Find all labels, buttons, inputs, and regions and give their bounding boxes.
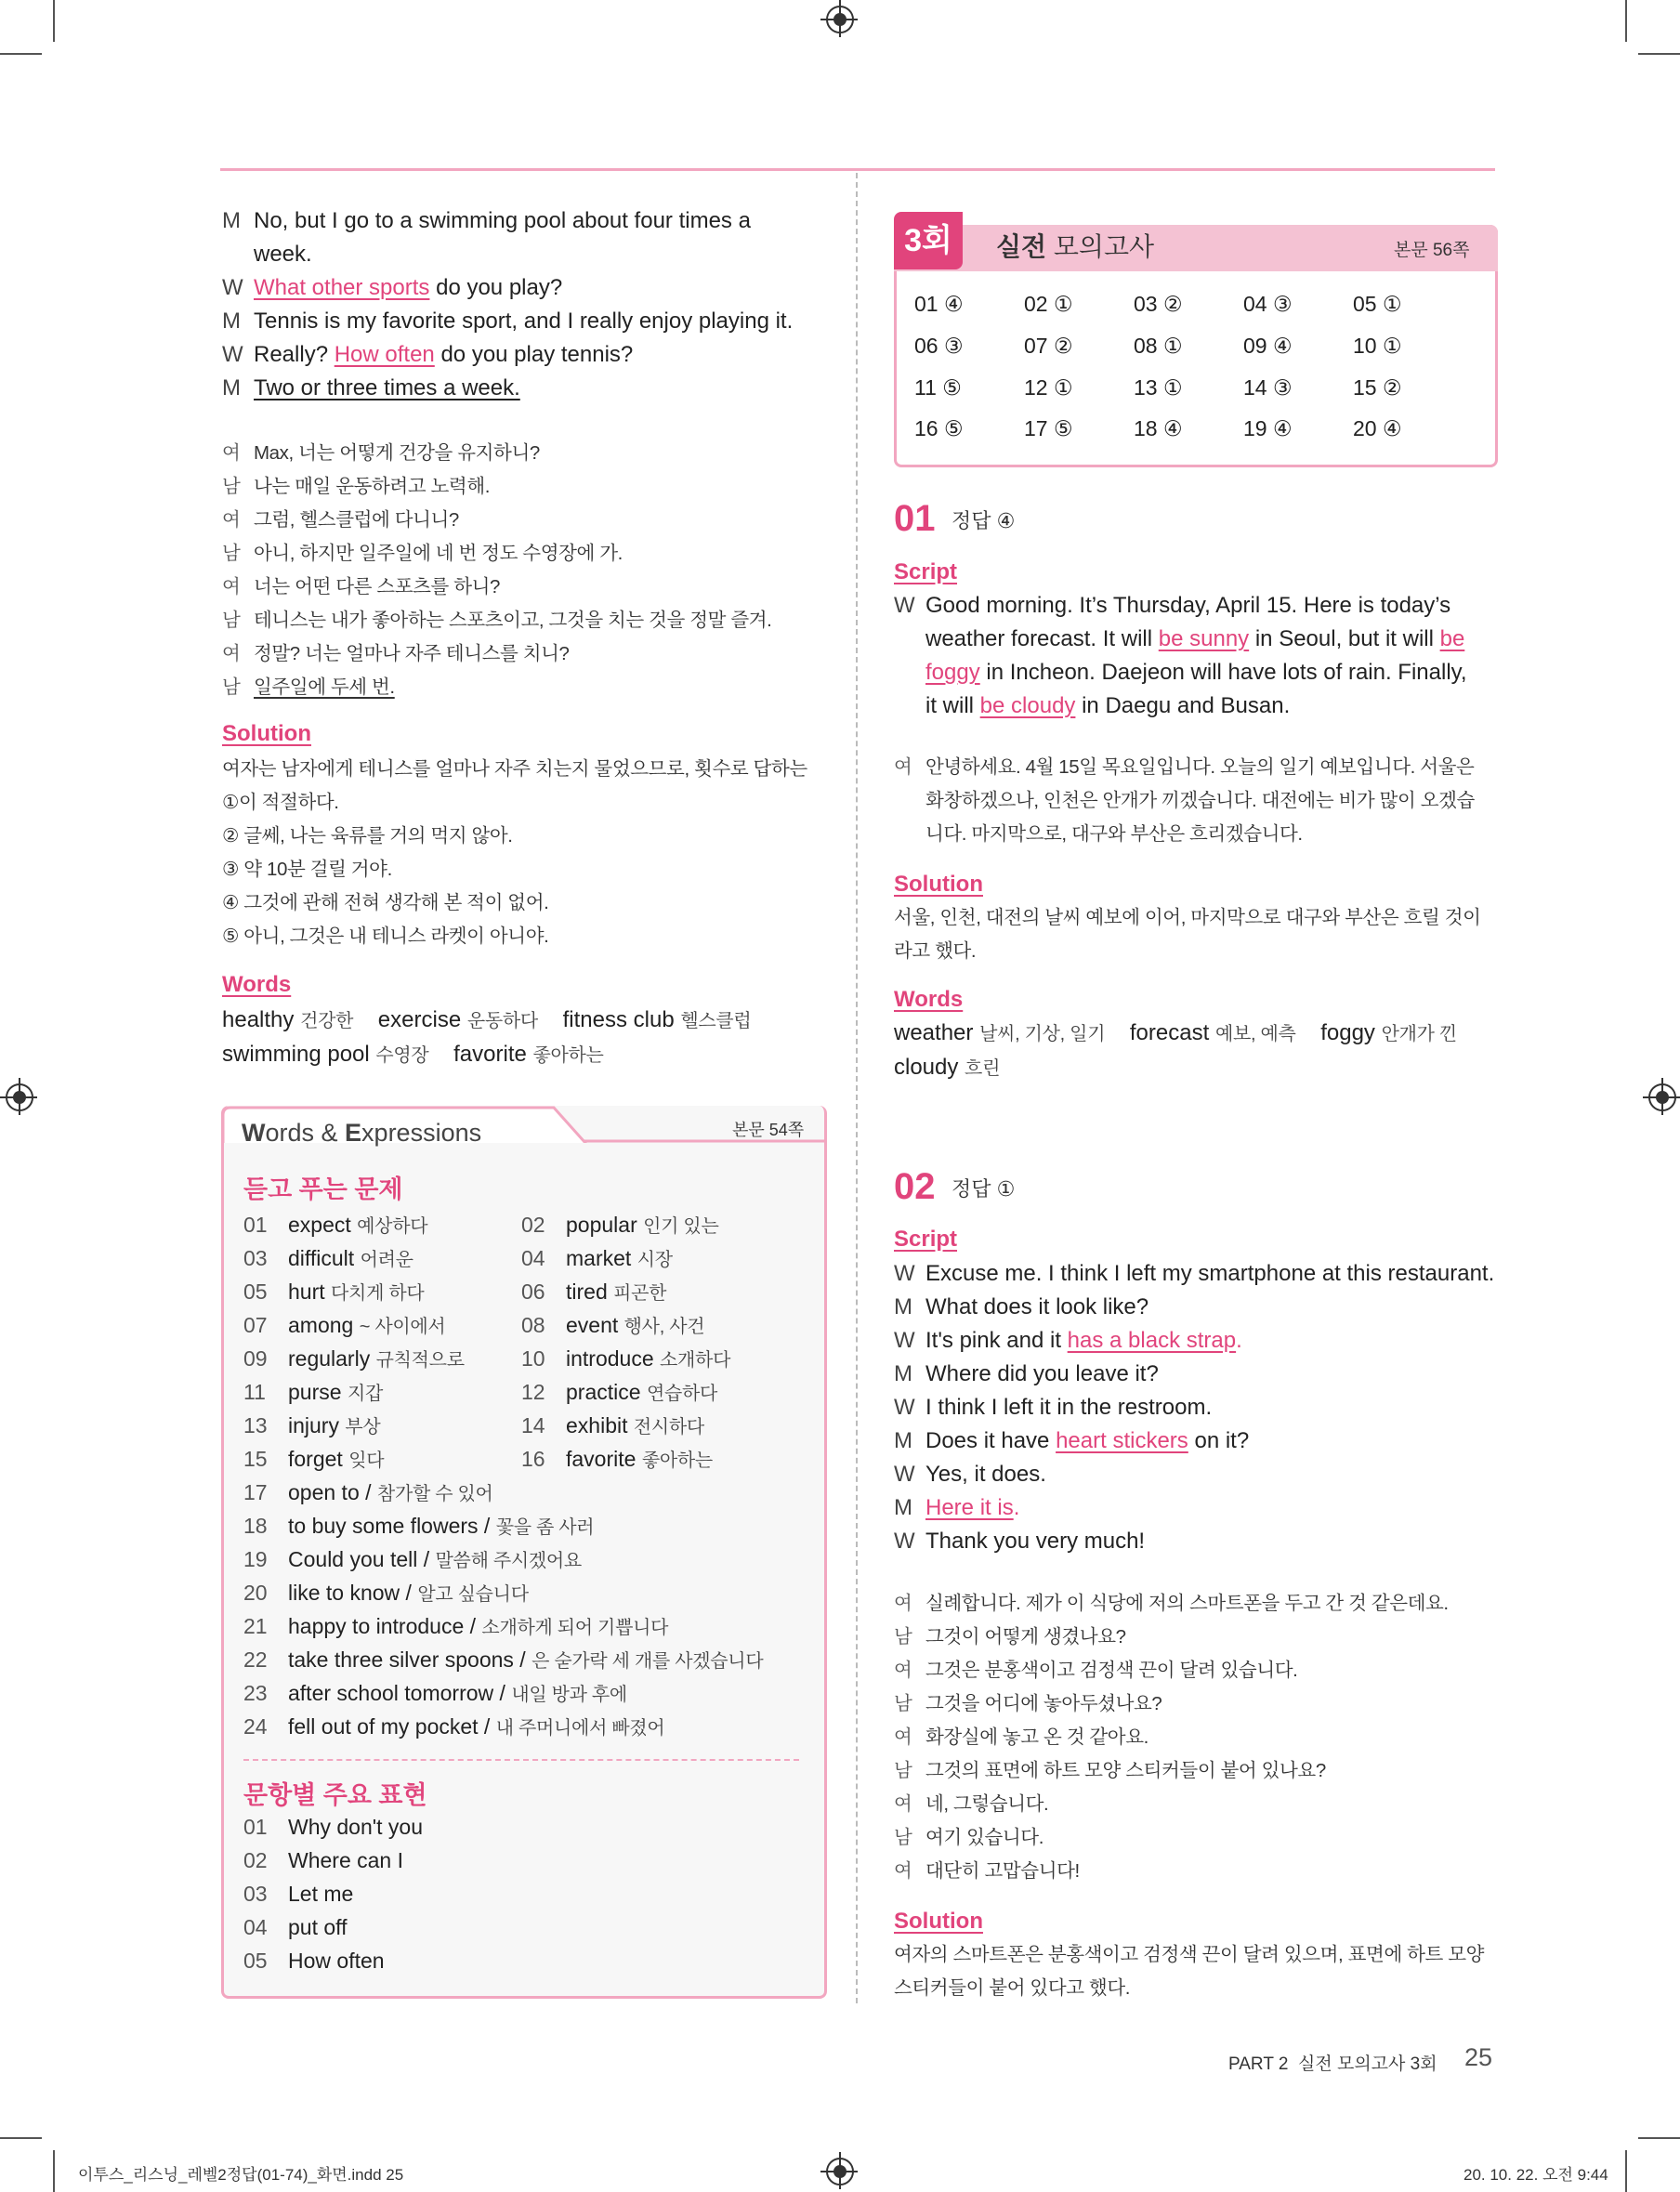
question-answer: 정답 ④: [952, 509, 1016, 532]
answer-cell: 08 ①: [1134, 334, 1183, 358]
we-expression: 05 How often: [243, 1949, 385, 1973]
ko-line: 남 아니, 하지만 일주일에 네 번 정도 수영장에 가.: [222, 543, 623, 564]
we-item: 04 market 시장: [521, 1246, 673, 1270]
words-line: weather 날씨, 기상, 일기 forecast 예보, 예측 foggy 안개가 낀: [894, 1020, 1457, 1045]
ko-line: 남 그것이 어떻게 생겼나요?: [894, 1626, 1126, 1647]
crop-mark: [0, 53, 42, 55]
answer-cell: 07 ②: [1024, 334, 1073, 358]
we-item: 20 like to know / 알고 싶습니다: [243, 1581, 529, 1605]
highlight: How often: [334, 342, 435, 367]
we-item: 08 event 행사, 사건: [521, 1313, 705, 1337]
we-item: 22 take three silver spoons / 은 숟가락 세 개를 사겠습니다: [243, 1647, 764, 1672]
ko-line: 남 나는 매일 운동하려고 노력해.: [222, 476, 491, 497]
crop-mark: [1638, 53, 1680, 55]
answer-cell: 14 ③: [1243, 375, 1293, 400]
script-label: Script: [894, 1227, 958, 1252]
we-item: 21 happy to introduce / 소개하게 되어 기쁩니다: [243, 1614, 669, 1638]
ko-line: 여 Max, 너는 어떻게 건강을 유지하니?: [222, 442, 540, 464]
ko-line: 여 실례합니다. 제가 이 식당에 저의 스마트폰을 두고 간 것 같은데요.: [894, 1593, 1449, 1614]
q01-ko: [894, 751, 1498, 851]
round-badge: 3회: [894, 212, 963, 269]
answer-cell: 02 ①: [1024, 292, 1073, 316]
left-dialogue-ko: [222, 437, 826, 704]
dialogue-line: W It's pink and it has a black strap.: [894, 1328, 1242, 1353]
we-item: 11 purse 지갑: [243, 1380, 383, 1404]
we-item: 23 after school tomorrow / 내일 방과 후에: [243, 1681, 627, 1705]
script-line: foggy in Incheon. Daejeon will have lots of rain. Finally,: [925, 660, 1467, 685]
script-line: weather forecast. It will be sunny in Seoul, but it will be: [925, 626, 1465, 651]
words-label: Words: [222, 972, 292, 997]
answer-cell: 06 ③: [914, 334, 964, 358]
left-words: [222, 1004, 751, 1072]
we-item: 17 open to / 참가할 수 있어: [243, 1480, 493, 1504]
dialogue-line: W Yes, it does.: [894, 1462, 1046, 1487]
answer-cell: 17 ⑤: [1024, 416, 1073, 440]
answer-cell: 15 ②: [1353, 375, 1402, 400]
ko-line: 니다. 마지막으로, 대구와 부산은 흐리겠습니다.: [925, 823, 1303, 845]
answer-cell: 05 ①: [1353, 292, 1402, 316]
we-item: 13 injury 부상: [243, 1413, 381, 1437]
crop-mark: [1625, 2150, 1627, 2192]
dialogue-line: M Here it is.: [894, 1495, 1020, 1520]
we-expression: 03 Let me: [243, 1882, 354, 1906]
we-item: 19 Could you tell / 말씀해 주시겠어요: [243, 1547, 582, 1571]
words-line: healthy 건강한 exercise 운동하다 fitness club 헬스클럽: [222, 1007, 752, 1032]
script-line: it will be cloudy in Daegu and Busan.: [925, 693, 1291, 718]
dialogue-line: M Tennis is my favorite sport, and I really enjoy playing it.: [222, 308, 794, 334]
we-item: 05 hurt 다치게 하다: [243, 1280, 425, 1304]
ko-line: 여 안녕하세요. 4월 15일 목요일입니다. 오늘의 일기 예보입니다. 서울은: [894, 756, 1475, 778]
crop-mark: [53, 2150, 55, 2192]
we-item: 01 expect 예상하다: [243, 1213, 428, 1237]
solution-line: 스티커들이 붙어 있다고 했다.: [894, 1977, 1131, 1999]
q01-words: [894, 1017, 1457, 1085]
we-item: 06 tired 피곤한: [521, 1280, 667, 1304]
answer-cell: 01 ④: [914, 292, 964, 316]
script-text: Good morning. It’s Thursday, April 15. Here is today’s: [925, 593, 1451, 618]
answer-cell: 20 ④: [1353, 416, 1402, 440]
answer-cell: 12 ①: [1024, 375, 1073, 400]
dialogue-line: M Where did you leave it?: [894, 1361, 1159, 1386]
dialogue-line: M Two or three times a week.: [222, 375, 520, 400]
answer-cell: 09 ④: [1243, 334, 1293, 358]
script-line: W Good morning. It’s Thursday, April 15. Here is today’s: [894, 593, 1451, 618]
dialogue-line: W Excuse me. I think I left my smartphone at this restaurant.: [894, 1261, 1495, 1286]
ko-line: 남 여기 있습니다.: [894, 1827, 1044, 1848]
q02-ko: [894, 1587, 1498, 1888]
ko-line: 여 그럼, 헬스클럽에 다니니?: [222, 509, 459, 531]
answer-cell: 03 ②: [1134, 292, 1183, 316]
question-number: 02: [894, 1166, 936, 1207]
we-item: 14 exhibit 전시하다: [521, 1413, 704, 1437]
ko-line: 여 그것은 분홍색이고 검정색 끈이 달려 있습니다.: [894, 1660, 1298, 1681]
crop-mark: [53, 0, 55, 42]
words-label: Words: [894, 987, 964, 1012]
script-label: Script: [894, 559, 958, 584]
answer-key-page-ref: 본문 56쪽: [1394, 241, 1470, 260]
ko-line: 화창하겠으나, 인천은 안개가 끼겠습니다. 대전에는 비가 많이 오겠습: [925, 790, 1475, 811]
ko-line: 여 네, 그렇습니다.: [894, 1793, 1049, 1815]
q01-script: [894, 589, 1498, 723]
left-dialogue-en: [222, 204, 826, 405]
ko-line: 남 일주일에 두세 번.: [222, 676, 395, 698]
page-footer: PART 2 실전 모의고사 3회: [1228, 2054, 1437, 2074]
we-item: 15 forget 잊다: [243, 1447, 385, 1471]
registration-mark-icon: [1648, 1083, 1676, 1111]
crop-mark: [0, 2137, 42, 2139]
registration-mark-icon: [826, 2158, 854, 2185]
dialogue-line: W Really? How often do you play tennis?: [222, 342, 634, 367]
dialogue-line: M Does it have heart stickers on it?: [894, 1428, 1250, 1453]
we-expression: 04 put off: [243, 1915, 348, 1939]
ko-line: 남 그것을 어디에 놓아두셨나요?: [894, 1693, 1162, 1714]
registration-mark-icon: [6, 1083, 33, 1111]
solution-line: ② 글쎄, 나는 육류를 거의 먹지 않아.: [222, 825, 513, 847]
highlight: has a black strap: [1067, 1328, 1237, 1353]
dialogue-line: W I think I left it in the restroom.: [894, 1395, 1213, 1420]
solution-line: 여자의 스마트폰은 분홍색이고 검정색 끈이 달려 있으며, 표면에 하트 모양: [894, 1944, 1485, 1965]
left-solution: [222, 753, 835, 953]
solution-line: ①이 적절하다.: [222, 792, 339, 813]
ko-line: 남 테니스는 내가 좋아하는 스포츠이고, 그것을 치는 것을 정말 즐겨.: [222, 610, 772, 631]
dialogue-line: M What does it look like?: [894, 1294, 1149, 1319]
we-section1-title: 듣고 푸는 문제: [243, 1175, 403, 1203]
q02-solution: [894, 1938, 1498, 2005]
solution-label: Solution: [222, 721, 311, 746]
we-item: 03 difficult 어려운: [243, 1246, 413, 1270]
answer-cell: 16 ⑤: [914, 416, 964, 440]
solution-line: ③ 약 10분 걸릴 거야.: [222, 859, 392, 880]
ko-line: 남 그것의 표면에 하트 모양 스티커들이 붙어 있나요?: [894, 1760, 1326, 1781]
solution-label: Solution: [894, 1909, 983, 1934]
answer-key-title: 실전 모의고사: [996, 232, 1155, 261]
dialogue-line: week.: [254, 242, 312, 267]
ko-line: 여 화장실에 놓고 온 것 같아요.: [894, 1726, 1148, 1748]
dialogue-line: W Thank you very much!: [894, 1529, 1146, 1554]
dialogue-line: M No, but I go to a swimming pool about four times a: [222, 208, 751, 233]
words-line: cloudy 흐린: [894, 1055, 1001, 1080]
we-expression: 02 Where can I: [243, 1848, 403, 1872]
words-line: swimming pool 수영장 favorite 좋아하는: [222, 1042, 604, 1067]
we-item: 10 introduce 소개하다: [521, 1346, 731, 1371]
we-divider: [243, 1759, 799, 1761]
ko-line: 여 너는 어떤 다른 스포츠를 하니?: [222, 576, 501, 597]
we-section2-title: 문항별 주요 표현: [243, 1781, 427, 1809]
answer-cell: 10 ①: [1353, 334, 1402, 358]
solution-line: 여자는 남자에게 테니스를 얼마나 자주 치는지 물었으므로, 횟수로 답하는: [222, 758, 807, 780]
column-divider: [856, 173, 858, 2003]
solution-line: ⑤ 아니, 그것은 내 테니스 라켓이 아니야.: [222, 925, 549, 947]
answer-cell: 04 ③: [1243, 292, 1293, 316]
question-number: 01: [894, 498, 936, 539]
solution-line: ④ 그것에 관해 전혀 생각해 본 적이 없어.: [222, 892, 549, 913]
answer-cell: 19 ④: [1243, 416, 1293, 440]
solution-line: 라고 했다.: [894, 940, 977, 962]
we-item: 16 favorite 좋아하는: [521, 1447, 713, 1471]
we-item: 18 to buy some flowers / 꽃을 좀 사러: [243, 1514, 595, 1538]
we-item: 07 among ~ 사이에서: [243, 1313, 446, 1337]
question-answer: 정답 ①: [952, 1177, 1016, 1201]
top-rule: [220, 168, 1495, 171]
we-item: 09 regularly 규칙적으로: [243, 1346, 465, 1371]
print-slug-file: 이투스_리스닝_레벨2정답(01-74)_화면.indd 25: [78, 2166, 404, 2184]
answer-cell: 13 ①: [1134, 375, 1183, 400]
crop-mark: [1638, 2137, 1680, 2139]
we-item: 12 practice 연습하다: [521, 1380, 718, 1404]
highlight: What other sports: [254, 275, 430, 300]
highlight: Here it is: [925, 1495, 1014, 1520]
highlight: heart stickers: [1056, 1428, 1188, 1453]
we-page-ref: 본문 54쪽: [732, 1121, 805, 1139]
answer-cell: 11 ⑤: [914, 375, 962, 400]
dialogue-line: W What other sports do you play?: [222, 275, 563, 300]
we-item: 24 fell out of my pocket / 내 주머니에서 빠졌어: [243, 1714, 665, 1739]
page-number: 25: [1464, 2043, 1493, 2071]
we-item: 02 popular 인기 있는: [521, 1213, 719, 1237]
we-title: Words & Expressions: [242, 1119, 482, 1147]
solution-line: 서울, 인천, 대전의 날씨 예보에 이어, 마지막으로 대구와 부산은 흐릴 것이: [894, 907, 1481, 928]
print-slug-date: 20. 10. 22. 오전 9:44: [1463, 2166, 1608, 2184]
q01-solution: [894, 901, 1498, 968]
ko-line: 여 정말? 너는 얼마나 자주 테니스를 치니?: [222, 643, 570, 664]
we-expression: 01 Why don't you: [243, 1815, 424, 1839]
q02-script: [894, 1257, 1498, 1558]
crop-mark: [1625, 0, 1627, 42]
solution-label: Solution: [894, 872, 983, 897]
ko-line: 여 대단히 고맙습니다!: [894, 1860, 1080, 1882]
answer-cell: 18 ④: [1134, 416, 1183, 440]
registration-mark-icon: [826, 6, 854, 33]
